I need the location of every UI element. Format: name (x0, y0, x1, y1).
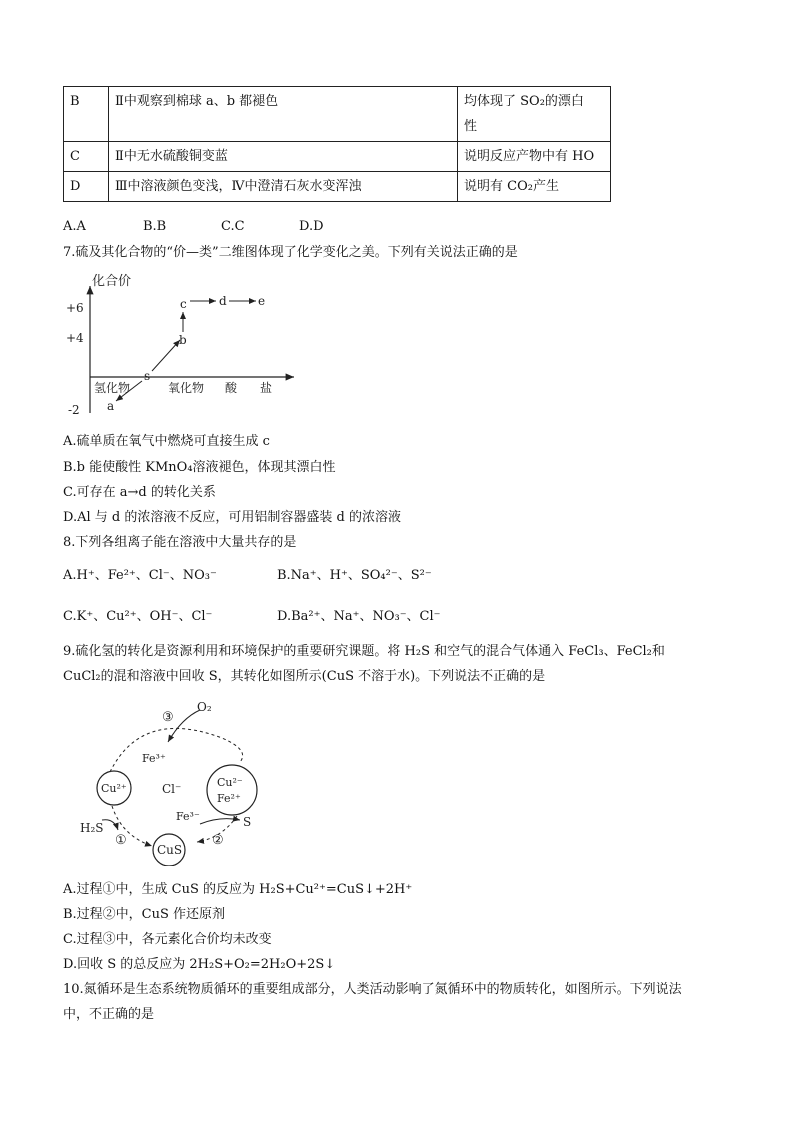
row-label: D (64, 172, 109, 202)
arrow-s-out (200, 819, 240, 824)
row-conclusion (458, 87, 611, 142)
h2s-label: H₂S (80, 821, 104, 835)
row-label: B (64, 87, 109, 142)
sulfur-recovery-cycle-diagram (72, 698, 292, 866)
q8-option-b[interactable]: B.Na⁺、H⁺、SO₄²⁻、S²⁻ (277, 568, 432, 583)
cu2-label: Cu²⁺ (101, 782, 127, 795)
q9-stem-line2: CuCl₂的混和溶液中回收 S，其转化如图所示(CuS 不溶于水)。下列说法不正确的是 (63, 669, 546, 684)
q7-option-b[interactable]: B.b 能使酸性 KMnO₄溶液褪色，体现其漂白性 (63, 460, 336, 475)
q7-option-a[interactable]: A.硫单质在氧气中燃烧可直接生成 c (63, 434, 270, 449)
step2-label: ② (212, 833, 224, 848)
point-c: c (180, 297, 187, 311)
q9-option-d[interactable]: D.回收 S 的总反应为 2H₂S+O₂=2H₂O+2S↓ (63, 957, 336, 972)
q10-stem-line2: 中，不正确的是 (63, 1007, 155, 1022)
y-axis-title: 化合价 (92, 274, 132, 289)
x-label: 氧化物 (168, 381, 205, 395)
q9-stem-line1: 9.硫化氢的转化是资源利用和环境保护的重要研究课题。将 H₂S 和空气的混合气体通入 FeCl₃、FeCl₂和 (63, 644, 665, 659)
cu2-right-label: Cu²⁻ (217, 776, 243, 789)
q8-option-c[interactable]: C.K⁺、Cu²⁺、OH⁻、Cl⁻ (63, 609, 213, 624)
cu-fe-circle (207, 765, 257, 815)
q8-option-d[interactable]: D.Ba²⁺、Na⁺、NO₃⁻、Cl⁻ (277, 609, 441, 624)
q9-option-c[interactable]: C.过程③中，各元素化合价均未改变 (63, 932, 272, 947)
x-label: 氢化物 (94, 381, 131, 395)
row-observation: Ⅱ中观察到棉球 a、b 都褪色 (109, 87, 458, 142)
valence-class-diagram (62, 268, 302, 423)
q8-option-a[interactable]: A.H⁺、Fe²⁺、Cl⁻、NO₃⁻ (63, 568, 217, 583)
choice-b[interactable]: B.B (143, 219, 167, 234)
arrow-h2s-in (102, 820, 118, 830)
q9-option-b[interactable]: B.过程②中，CuS 作还原剂 (63, 907, 226, 922)
row-conclusion: 说明反应产物中有 HO (458, 142, 611, 172)
q8-stem: 8.下列各组离子能在溶液中大量共存的是 (63, 535, 297, 550)
table-row (64, 142, 611, 172)
point-e: e (258, 294, 266, 308)
fe2-right-label: Fe²⁺ (217, 792, 241, 805)
x-label: 盐 (260, 381, 273, 395)
choice-c[interactable]: C.C (221, 219, 245, 234)
choice-d[interactable]: D.D (299, 219, 324, 234)
step1-label: ① (115, 833, 127, 848)
q7-stem: 7.硫及其化合物的“价—类”二维图体现了化学变化之美。下列有关说法正确的是 (63, 245, 518, 260)
o2-label: O₂ (197, 700, 212, 714)
row-observation: Ⅲ中溶液颜色变浅，Ⅳ中澄清石灰水变浑浊 (109, 172, 458, 202)
x-label: 酸 (225, 381, 238, 395)
cl-label: Cl⁻ (162, 782, 182, 796)
point-a: a (107, 399, 115, 413)
cus-label: CuS (157, 843, 183, 857)
choice-a[interactable]: A.A (63, 219, 86, 234)
cycle-path-top (110, 728, 243, 772)
row-conclusion: 说明有 CO₂产生 (458, 172, 611, 202)
table-row (64, 87, 611, 142)
point-d: d (219, 294, 227, 308)
q10-stem-line1: 10.氮循环是生态系统物质循环的重要组成部分，人类活动影响了氮循环中的物质转化，如图所示。下列说法 (63, 982, 682, 997)
q7-option-d[interactable]: D.Al 与 d 的浓溶液不反应，可用铝制容器盛装 d 的浓溶液 (63, 510, 401, 525)
q9-option-a[interactable]: A.过程①中，生成 CuS 的反应为 H₂S+Cu²⁺=CuS↓+2H⁺ (63, 882, 413, 897)
conclusion-line: 均体现了 SO₂的漂白 (464, 94, 584, 109)
s-label: S (243, 815, 252, 829)
conclusion-line: 性 (464, 119, 478, 134)
row-label: C (64, 142, 109, 172)
point-s: s (144, 369, 151, 383)
fe3-top-label: Fe³⁺ (142, 752, 166, 765)
q7-option-c[interactable]: C.可存在 a→d 的转化关系 (63, 485, 216, 500)
row-observation: Ⅱ中无水硫酸铜变蓝 (109, 142, 458, 172)
y-tick-label: -2 (68, 403, 80, 417)
table-row (64, 172, 611, 202)
point-b: b (179, 333, 187, 347)
options-table (63, 86, 611, 202)
step3-label: ③ (162, 710, 174, 725)
y-tick-label: +6 (66, 301, 84, 315)
fe3-bottom-label: Fe³⁻ (176, 810, 200, 823)
y-tick-label: +4 (66, 331, 84, 345)
arrow-s-to-b (152, 340, 180, 371)
